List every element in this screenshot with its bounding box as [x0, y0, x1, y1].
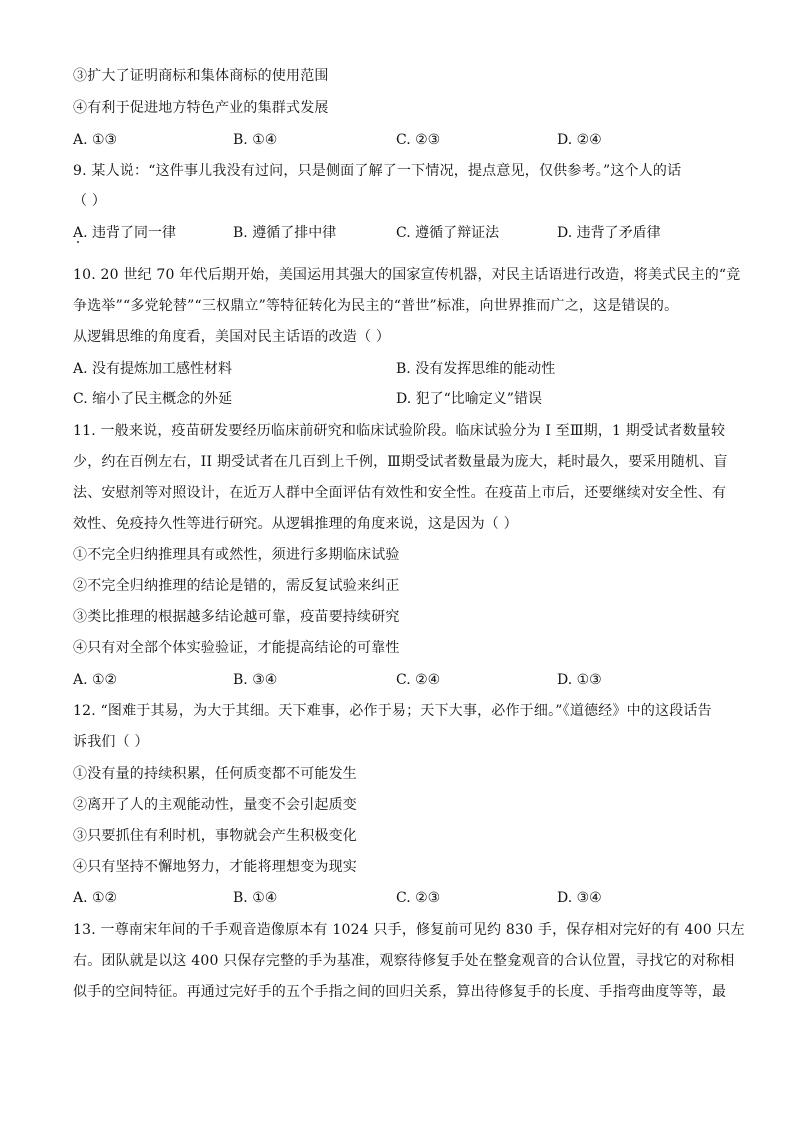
q11-stem-line-1: 11. 一般来说，疫苗研发要经历临床前研究和临床试验阶段。临床试验分为 I 至Ⅲ期，1 期受试者数量较	[73, 423, 726, 439]
q11-stem-line-3: 法、安慰剂等对照设计，在近万人群中全面评估有效性和安全性。在疫苗上市后，还要继续对安全性、有	[73, 485, 727, 501]
stray-dot	[77, 241, 79, 243]
q13-stem-line-3: 似手的空间特征。再通过完好手的五个手指之间的回归关系，算出待修复手的长度、手指弯曲度等等，最	[73, 984, 727, 1000]
q8-statement-4: ④有利于促进地方特色产业的集群式发展	[73, 100, 329, 116]
q8-statement-3: ③扩大了证明商标和集体商标的使用范围	[73, 68, 329, 84]
q12-statement-1: ①没有量的持续积累，任何质变都不可能发生	[73, 766, 357, 782]
q10-option-a: A. 没有提炼加工感性材料	[73, 361, 233, 377]
q10-stem-line-3: 从逻辑思维的角度看，美国对民主话语的改造（ ）	[73, 329, 391, 345]
q12-stem-line-1: 12. “图难于其易，为大于其细。天下难事，必作于易；天下大事，必作于细。”《道德经》中的这段话告	[73, 703, 712, 719]
q13-stem-line-1: 13. 一尊南宋年间的千手观音造像原本有 1024 只手，修复前可见约 830 手，保存相对完好的有 400 只左	[73, 922, 745, 938]
q11-option-a: A. ①②	[73, 672, 118, 688]
q11-stem-line-4: 效性、免疫持久性等进行研究。从逻辑推理的角度来说，这是因为（ ）	[73, 516, 518, 532]
q9-option-a: A. 违背了同一律	[73, 225, 177, 241]
q11-statement-3: ③类比推理的根据越多结论越可靠，疫苗要持续研究	[73, 609, 400, 625]
q8-option-b: B. ①④	[233, 132, 278, 148]
q8-option-c: C. ②③	[396, 132, 441, 148]
q8-option-d: D. ②④	[557, 132, 602, 148]
q9-option-c: C. 遵循了辩证法	[396, 225, 500, 241]
q10-option-b: B. 没有发挥思维的能动性	[396, 361, 556, 377]
q8-option-a: A. ①③	[73, 132, 118, 148]
q11-option-c: C. ②④	[396, 672, 441, 688]
q12-statement-2: ②离开了人的主观能动性，量变不会引起质变	[73, 797, 357, 813]
q11-option-d: D. ①③	[557, 672, 602, 688]
q11-statement-1: ①不完全归纳推理具有或然性，须进行多期临床试验	[73, 547, 400, 563]
q9-stem-line-1: 9. 某人说：“这件事儿我没有过问，只是侧面了解了一下情况，提点意见，仅供参考。”这个人的话	[73, 163, 682, 179]
q12-statement-3: ③只要抓住有利时机，事物就会产生积极变化	[73, 828, 357, 844]
q9-option-b: B. 遵循了排中律	[233, 225, 337, 241]
q9-stem-line-2: （ ）	[73, 193, 107, 209]
q13-stem-line-2: 右。团队就是以这 400 只保存完整的手为基准，观察待修复手处在整龛观音的合认位置，寻找它的对称相	[73, 953, 735, 969]
q12-option-c: C. ②③	[396, 890, 441, 906]
q10-option-d: D. 犯了“比喻定义”错误	[396, 391, 542, 407]
q11-statement-2: ②不完全归纳推理的结论是错的，需反复试验来纠正	[73, 578, 400, 594]
q10-stem-line-1: 10. 20 世纪 70 年代后期开始，美国运用其强大的国家宣传机器，对民主话语进行改造，将美式民主的“竞	[73, 267, 741, 283]
q10-stem-line-2: 争选举”“多党轮替”“三权鼎立”等特征转化为民主的“普世”标准，向世界推而广之，这是错误的。	[73, 298, 679, 314]
q12-option-a: A. ①②	[73, 890, 118, 906]
q10-option-c: C. 缩小了民主概念的外延	[73, 391, 233, 407]
q11-option-b: B. ③④	[233, 672, 278, 688]
q9-option-d: D. 违背了矛盾律	[557, 225, 661, 241]
q12-statement-4: ④只有坚持不懈地努力，才能将理想变为现实	[73, 859, 357, 875]
q11-stem-line-2: 少，约在百例左右，II 期受试者在几百到上千例，Ⅲ期受试者数量最为庞大，耗时最久，要采用随机、盲	[73, 454, 728, 470]
q12-option-b: B. ①④	[233, 890, 278, 906]
q12-option-d: D. ③④	[557, 890, 602, 906]
q12-stem-line-2: 诉我们（ ）	[73, 734, 149, 750]
q11-statement-4: ④只有对全部个体实验验证，才能提高结论的可靠性	[73, 640, 400, 656]
